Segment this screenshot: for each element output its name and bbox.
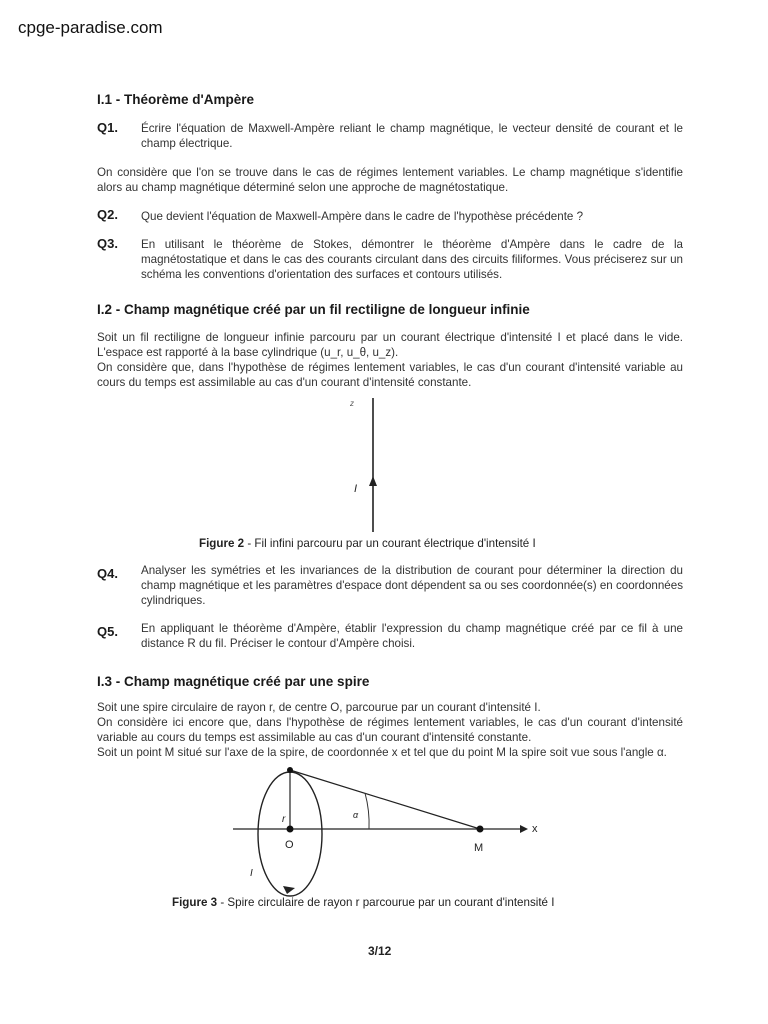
question-text-q1: Écrire l'équation de Maxwell-Ampère reliant le champ magnétique, le vecteur densité de courant et le champ électrique. [141, 122, 683, 150]
question-text-q4: Analyser les symétries et les invariances de la distribution de courant pour déterminer la direction du champ magnétique et les paramètres d'espace dont dépendent sa ou ses coordonnée(s) en coordonnées cylindriques. [141, 564, 683, 607]
question-label-q2: Q2. [97, 207, 118, 222]
page-number: 3/12 [368, 944, 392, 958]
fig3-label-m: M [474, 842, 484, 854]
x-axis-arrow [520, 825, 528, 833]
question-text-q5: En appliquant le théorème d'Ampère, établir l'expression du champ magnétique créé par ce fil à une distance R du fil. Préciser le contour d'Ampère choisi. [141, 622, 683, 650]
watermark: cpge-paradise.com [18, 18, 163, 37]
question-label-q5: Q5. [97, 624, 118, 639]
paragraph-slow-regimes: On considère que l'on se trouve dans le cas de régimes lentement variables. Le champ magnétique s'identifie alors au champ magnétique déterminé selon une approche de magnétostatique. [97, 166, 683, 194]
section-title-ampere: I.1 - Théorème d'Ampère [97, 92, 255, 107]
figure-2-caption: Figure 2 - Fil infini parcouru par un courant électrique d'intensité I [199, 537, 536, 550]
paragraph-wire-definition: Soit un fil rectiligne de longueur infinie parcouru par un courant électrique d'intensité I et placé dans le vide. L'espace est rapporté à la base cylindrique (u_r, u_θ, u_z). [97, 331, 683, 359]
section-title-loop: I.3 - Champ magnétique créé par une spire [97, 674, 370, 689]
figure-3-caption: Figure 3 - Spire circulaire de rayon r parcourue par un courant d'intensité I [172, 896, 555, 909]
current-direction-arrow [369, 476, 377, 486]
question-label-q4: Q4. [97, 566, 118, 581]
fig3-label-i: I [250, 868, 253, 879]
fig2-label-i: I [354, 483, 358, 495]
section-title-infinite-wire: I.2 - Champ magnétique créé par un fil rectiligne de longueur infinie [97, 302, 530, 317]
sight-line [290, 770, 480, 829]
paragraph-loop-hypothesis: On considère ici encore que, dans l'hypothèse de régimes lentement variables, le cas d'un courant d'intensité variable au cours du temps est assimilable au cas d'un courant d'intensité constante. [97, 716, 683, 744]
current-direction-arrow [283, 886, 295, 894]
fig3-label-r: r [282, 814, 286, 825]
fig3-label-x: x [532, 823, 538, 835]
question-text-q2: Que devient l'équation de Maxwell-Ampère dans le cadre de l'hypothèse précédente ? [141, 210, 584, 223]
alpha-angle-arc [365, 793, 369, 829]
paragraph-loop-definition: Soit une spire circulaire de rayon r, de centre O, parcourue par un courant d'intensité I. [97, 701, 541, 714]
point-m [477, 826, 484, 833]
fig3-label-alpha: α [353, 810, 359, 820]
center-point-o [287, 826, 294, 833]
fig2-label-z: z [350, 399, 354, 408]
paragraph-point-m: Soit un point M situé sur l'axe de la spire, de coordonnée x et tel que du point M la spire soit vue sous l'angle α. [97, 746, 667, 759]
question-label-q3: Q3. [97, 236, 118, 251]
question-label-q1: Q1. [97, 120, 118, 135]
figure-3-loop-diagram [225, 762, 555, 897]
question-text-q3: En utilisant le théorème de Stokes, démontrer le théorème d'Ampère dans le cadre de la magnétostatique et dans le cas des courants circulant dans des circuits filiformes. Vous préciserez sur un schéma les conventions d'orientation des surfaces et contours utilisés. [141, 238, 683, 281]
loop-top-point [287, 767, 293, 773]
paragraph-wire-hypothesis: On considère que, dans l'hypothèse de régimes lentement variables, le cas d'un courant d'intensité variable au cours du temps est assimilable au cas d'un courant d'intensité constante. [97, 361, 683, 389]
figure-2-wire-diagram [300, 390, 450, 535]
fig3-label-o: O [285, 839, 294, 851]
